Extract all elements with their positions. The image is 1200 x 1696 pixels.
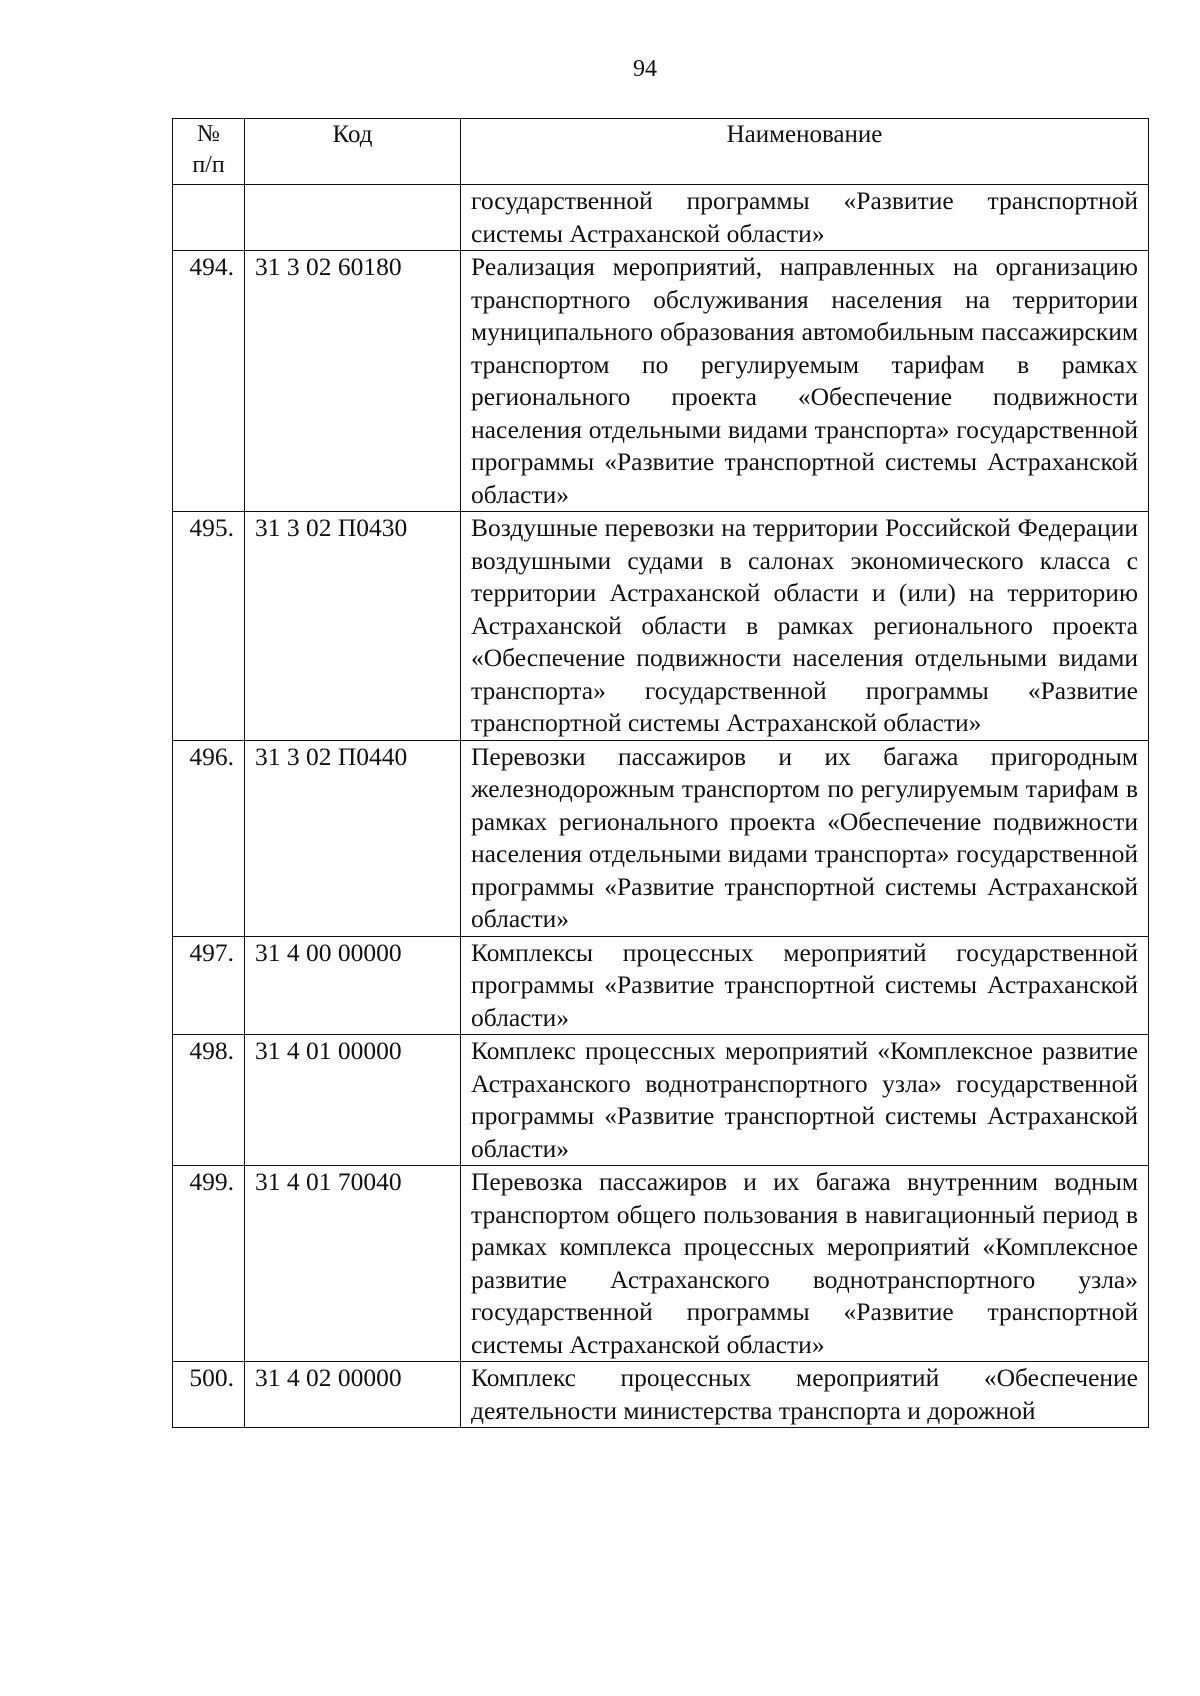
row-code: 31 3 02 П0440 xyxy=(245,740,461,936)
classification-table xyxy=(172,118,1149,1428)
row-name: Реализация мероприятий, направленных на организацию транспортного обслуживания населения на территории муниципального образования автомобильным пассажирским транспортом по регулируемым тарифам в рамках регионального проекта «Обеспечение подвижности населения отдельными видами транспорта» государственной программы «Развитие транспортной системы Астраханской области» xyxy=(461,251,1149,512)
row-name: Перевозка пассажиров и их багажа внутренним водным транспортом общего пользования в навигационный период в рамках комплекса процессных мероприятий «Комплексное развитие Астраханского воднотранспортного узла» государственной программы «Развитие транспортной системы Астраханской области» xyxy=(461,1166,1149,1362)
page-number: 94 xyxy=(633,56,657,82)
header-code: Код xyxy=(245,119,461,185)
table-row xyxy=(173,936,1149,1035)
row-name: государственной программы «Развитие транспортной системы Астраханской области» xyxy=(461,185,1149,251)
row-number: 500. xyxy=(173,1362,245,1428)
row-name: Воздушные перевозки на территории Российской Федерации воздушными судами в салонах экономического класса с территории Астраханской области и (или) на территорию Астраханской области в рамках регионального проекта «Обеспечение подвижности населения отдельными видами транспорта» государственной программы «Развитие транспортной системы Астраханской области» xyxy=(461,512,1149,741)
table-row xyxy=(173,740,1149,936)
header-name: Наименование xyxy=(461,119,1149,185)
row-code xyxy=(245,185,461,251)
header-pp: п/п xyxy=(192,152,225,178)
row-name: Перевозки пассажиров и их багажа пригородным железнодорожным транспортом по регулируемым тарифам в рамках регионального проекта «Обеспечение подвижности населения отдельными видами транспорта» государственной программы «Развитие транспортной системы Астраханской области» xyxy=(461,740,1149,936)
table-row xyxy=(173,1362,1149,1428)
row-number xyxy=(173,185,245,251)
row-name: Комплекс процессных мероприятий «Комплексное развитие Астраханского воднотранспортного узла» государственной программы «Развитие транспортной системы Астраханской области» xyxy=(461,1035,1149,1166)
table-row xyxy=(173,1035,1149,1166)
row-code: 31 4 01 00000 xyxy=(245,1035,461,1166)
row-number: 495. xyxy=(173,512,245,741)
header-row-number xyxy=(173,119,245,185)
row-number: 494. xyxy=(173,251,245,512)
row-name: Комплекс процессных мероприятий «Обеспечение деятельности министерства транспорта и дорожной xyxy=(461,1362,1149,1428)
row-name: Комплексы процессных мероприятий государственной программы «Развитие транспортной системы Астраханской области» xyxy=(461,936,1149,1035)
row-code: 31 4 00 00000 xyxy=(245,936,461,1035)
row-code: 31 4 01 70040 xyxy=(245,1166,461,1362)
row-number: 496. xyxy=(173,740,245,936)
row-code: 31 3 02 60180 xyxy=(245,251,461,512)
row-code: 31 4 02 00000 xyxy=(245,1362,461,1428)
row-code: 31 3 02 П0430 xyxy=(245,512,461,741)
header-number-sign: № xyxy=(197,121,220,147)
row-number: 498. xyxy=(173,1035,245,1166)
row-number: 497. xyxy=(173,936,245,1035)
row-number: 499. xyxy=(173,1166,245,1362)
table-row xyxy=(173,512,1149,741)
table-row xyxy=(173,1166,1149,1362)
table-row xyxy=(173,185,1149,251)
table-row xyxy=(173,251,1149,512)
table-header-row xyxy=(173,119,1149,185)
